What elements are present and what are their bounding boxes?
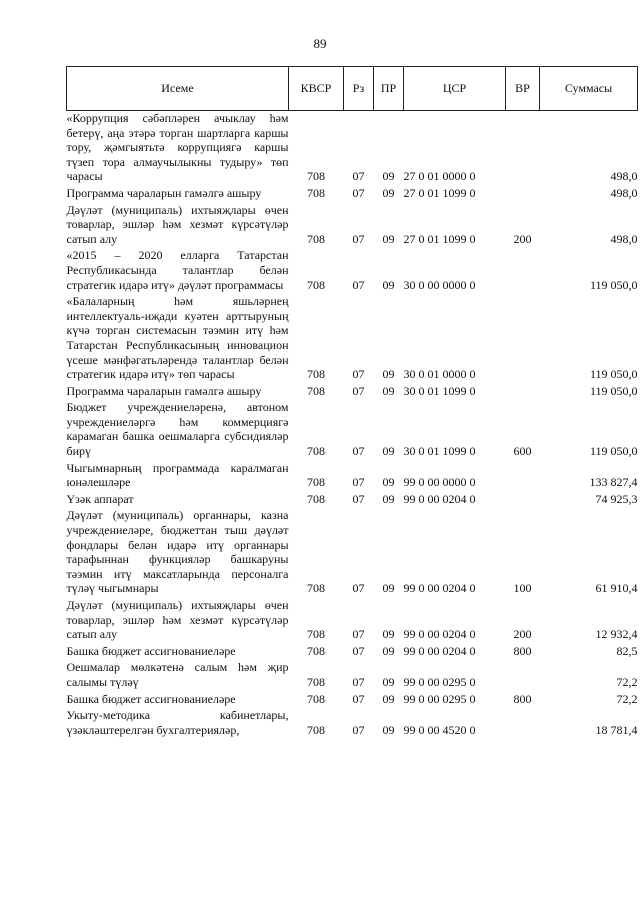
- cell-kvsr: 708: [307, 169, 325, 184]
- cell-sum: 12 932,4: [595, 627, 638, 642]
- cell-name: Программа чараларын гамәлгә ашыру: [66, 185, 262, 200]
- cell-sum: 82,5: [616, 643, 638, 658]
- table-header: [67, 67, 638, 111]
- header-kvsr: КВСР: [289, 67, 344, 111]
- cell-name: Үзәк аппарат: [66, 491, 134, 506]
- cell-csr: 27 0 01 0000 0: [403, 169, 476, 184]
- cell-vr: 200: [513, 231, 532, 246]
- cell-csr: 99 0 00 0295 0: [403, 691, 476, 706]
- cell-name: Башка бюджет ассигнованиеләре: [66, 691, 236, 706]
- cell-kvsr: 708: [307, 231, 325, 246]
- cell-kvsr: 708: [307, 475, 325, 490]
- table-row: [67, 461, 638, 492]
- cell-pr: 09: [382, 231, 395, 246]
- cell-pr: 09: [382, 367, 395, 382]
- cell-name: «Балаларның һәм яшьләрнең интеллектуаль-иҗади куәтен арттыруның күчә торган системасын тәэмин итү һәм Татарстан Республикасының инновацион үсеше мәнфәгатьләрендә талантлар белән стратегик идарә итү» төп чарасы: [66, 294, 289, 382]
- cell-pr: 09: [382, 691, 395, 706]
- cell-sum: 119 050,0: [589, 444, 638, 459]
- cell-rz: 07: [352, 231, 365, 246]
- header-vr: ВР: [506, 67, 540, 111]
- cell-pr: 09: [382, 277, 395, 292]
- table-row: [67, 294, 638, 384]
- cell-pr: 09: [382, 383, 395, 398]
- cell-csr: 99 0 00 4520 0: [403, 722, 476, 737]
- cell-sum: 72,2: [616, 674, 638, 689]
- cell-sum: 72,2: [616, 691, 638, 706]
- cell-sum: 498,0: [610, 169, 638, 184]
- cell-sum: 119 050,0: [589, 277, 638, 292]
- budget-table: [66, 66, 638, 739]
- header-csr: ЦСР: [404, 67, 506, 111]
- cell-name: Дәүләт (муниципаль) органнары, казна учреждениеләре, бюджеттан тыш дәүләт фондлары белән идарә итү органнары тарафыннан функцияләр башкаруны тәэмин итү максатларында персоналга түләү чыгымнары: [66, 508, 289, 596]
- cell-kvsr: 708: [307, 627, 325, 642]
- cell-rz: 07: [352, 691, 365, 706]
- cell-sum: 498,0: [610, 231, 638, 246]
- cell-csr: 27 0 01 1099 0: [403, 231, 476, 246]
- cell-csr: 99 0 00 0000 0: [403, 475, 476, 490]
- header-pr: ПР: [374, 67, 404, 111]
- header-name: Исеме: [67, 67, 289, 111]
- cell-kvsr: 708: [307, 491, 325, 506]
- cell-csr: 99 0 00 0295 0: [403, 674, 476, 689]
- cell-kvsr: 708: [307, 383, 325, 398]
- cell-csr: 30 0 01 1099 0: [403, 383, 476, 398]
- header-sum: Суммасы: [540, 67, 638, 111]
- cell-sum: 133 827,4: [589, 475, 638, 490]
- cell-csr: 99 0 00 0204 0: [403, 491, 476, 506]
- cell-name: Программа чараларын гамәлгә ашыру: [66, 383, 262, 398]
- cell-pr: 09: [382, 475, 395, 490]
- cell-kvsr: 708: [307, 691, 325, 706]
- cell-name: Укыту-методика кабинетлары, үзәкләштерелгән бухгалтерияләр,: [66, 708, 289, 737]
- cell-vr: [506, 186, 540, 203]
- cell-name: Бюджет учреждениеләренә, автоном учреждениеләргә һәм коммерциягә карамаган башка оешмаларга субсидияләр бирү: [66, 400, 289, 459]
- cell-csr: 27 0 01 1099 0: [403, 185, 476, 200]
- cell-kvsr: 708: [307, 367, 325, 382]
- cell-rz: 07: [352, 367, 365, 382]
- table-row: [67, 660, 638, 691]
- cell-rz: 07: [352, 277, 365, 292]
- cell-kvsr: 708: [307, 185, 325, 200]
- table-row: [67, 384, 638, 401]
- cell-csr: 30 0 01 1099 0: [403, 444, 476, 459]
- cell-pr: 09: [382, 674, 395, 689]
- cell-name: Дәүләт (муниципаль) ихтыяҗлары өчен товарлар, эшләр һәм хезмәт күрсәтүләр сатып алу: [66, 202, 289, 246]
- cell-pr: 09: [382, 169, 395, 184]
- table-row: [67, 708, 638, 739]
- cell-vr: [506, 461, 540, 492]
- cell-sum: 18 781,4: [595, 722, 638, 737]
- cell-sum: 61 910,4: [595, 581, 638, 596]
- cell-rz: 07: [352, 722, 365, 737]
- table-row: [67, 186, 638, 203]
- cell-kvsr: 708: [307, 674, 325, 689]
- cell-vr: 600: [513, 444, 532, 459]
- cell-csr: 30 0 00 0000 0: [403, 277, 476, 292]
- cell-pr: 09: [382, 491, 395, 506]
- table-row: [67, 400, 638, 460]
- cell-vr: [506, 660, 540, 691]
- table-row: [67, 111, 638, 186]
- table-row: [67, 508, 638, 598]
- cell-pr: 09: [382, 185, 395, 200]
- cell-kvsr: 708: [307, 581, 325, 596]
- cell-kvsr: 708: [307, 444, 325, 459]
- cell-name: Оешмалар мөлкәтенә салым һәм җир салымы түләү: [66, 660, 289, 689]
- cell-csr: 99 0 00 0204 0: [403, 643, 476, 658]
- cell-vr: [506, 294, 540, 384]
- cell-name: «2015 – 2020 елларга Татарстан Республикасында талантлар белән стратегик идарә итү» дәүләт программасы: [66, 248, 289, 292]
- cell-rz: 07: [352, 491, 365, 506]
- cell-pr: 09: [382, 581, 395, 596]
- table-row: [67, 203, 638, 249]
- cell-csr: 99 0 00 0204 0: [403, 581, 476, 596]
- cell-rz: 07: [352, 475, 365, 490]
- cell-vr: [506, 111, 540, 186]
- cell-kvsr: 708: [307, 722, 325, 737]
- cell-vr: [506, 248, 540, 294]
- cell-csr: 99 0 00 0204 0: [403, 627, 476, 642]
- table-row: [67, 248, 638, 294]
- cell-rz: 07: [352, 169, 365, 184]
- table-row: [67, 692, 638, 709]
- table-body: [67, 111, 638, 740]
- cell-rz: 07: [352, 383, 365, 398]
- cell-rz: 07: [352, 674, 365, 689]
- cell-rz: 07: [352, 581, 365, 596]
- table-row: [67, 492, 638, 509]
- cell-sum: 498,0: [610, 185, 638, 200]
- cell-name: «Коррупция сәбәпләрен ачыклау һәм бетерү, аңа этәрә торган шартларга каршы тору, җәмгыятьтә коррупциягә каршы түзеп тора алмаучылыкны тудыру» төп чарасы: [66, 111, 289, 184]
- cell-rz: 07: [352, 185, 365, 200]
- cell-pr: 09: [382, 722, 395, 737]
- cell-sum: 119 050,0: [589, 383, 638, 398]
- cell-csr: 30 0 01 0000 0: [403, 367, 476, 382]
- cell-vr: [506, 384, 540, 401]
- header-rz: Рз: [344, 67, 374, 111]
- cell-kvsr: 708: [307, 643, 325, 658]
- cell-name: Чыгымнарның программада каралмаган юнәлешләре: [66, 460, 289, 490]
- cell-rz: 07: [352, 444, 365, 459]
- cell-vr: 800: [513, 691, 532, 706]
- table-row: [67, 644, 638, 661]
- cell-vr: 800: [513, 643, 532, 658]
- cell-vr: [506, 708, 540, 739]
- cell-name: Башка бюджет ассигнованиеләре: [66, 643, 236, 658]
- cell-name: Дәүләт (муниципаль) ихтыяҗлары өчен товарлар, эшләр һәм хезмәт күрсәтүләр сатып алу: [66, 598, 289, 642]
- cell-vr: 200: [513, 627, 532, 642]
- table-row: [67, 598, 638, 644]
- cell-pr: 09: [382, 643, 395, 658]
- cell-pr: 09: [382, 444, 395, 459]
- cell-rz: 07: [352, 627, 365, 642]
- cell-pr: 09: [382, 627, 395, 642]
- cell-sum: 74 925,3: [595, 491, 638, 506]
- cell-vr: [506, 492, 540, 509]
- page-number: 89: [313, 36, 327, 51]
- cell-rz: 07: [352, 643, 365, 658]
- cell-vr: 100: [513, 581, 532, 596]
- cell-kvsr: 708: [307, 277, 325, 292]
- cell-sum: 119 050,0: [589, 367, 638, 382]
